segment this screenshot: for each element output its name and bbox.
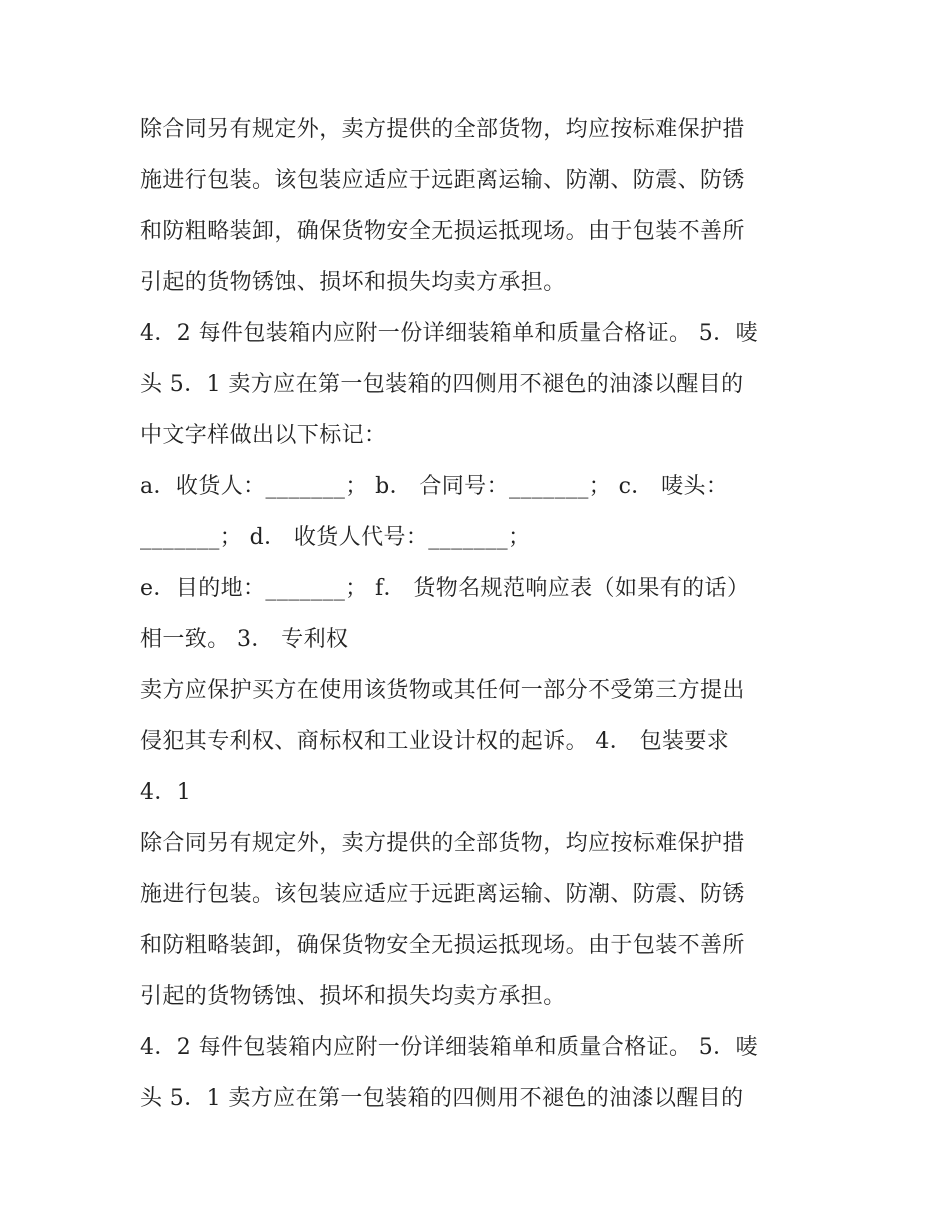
text-line: 和防粗略装卸，确保货物安全无损运抵现场。由于包装不善所 bbox=[140, 933, 745, 958]
text-line: e．目的地：_______； f． 货物名规范响应表（如果有的话） bbox=[140, 576, 750, 601]
text-line: 引起的货物锈蚀、损坏和损失均卖方承担。 bbox=[140, 984, 566, 1009]
text-line: 相一致。 3． 专利权 bbox=[140, 627, 349, 652]
text-line: 头 5．1 卖方应在第一包装箱的四侧用不褪色的油漆以醒目的 bbox=[140, 1086, 744, 1111]
text-line: 侵犯其专利权、商标权和工业设计权的起诉。 4． 包装要求 bbox=[140, 729, 730, 754]
text-line: 4．2 每件包装箱内应附一份详细装箱单和质量合格证。 5．唛 bbox=[140, 1035, 758, 1060]
text-line: 中文字样做出以下标记： bbox=[140, 423, 387, 448]
text-line: 4．2 每件包装箱内应附一份详细装箱单和质量合格证。 5．唛 bbox=[140, 321, 758, 346]
text-line: 除合同另有规定外，卖方提供的全部货物，均应按标难保护措 bbox=[140, 831, 745, 856]
text-line: 4．1 bbox=[140, 780, 192, 805]
text-line: 施进行包装。该包装应适应于远距离运输、防潮、防震、防锈 bbox=[140, 882, 745, 907]
text-line: 施进行包装。该包装应适应于远距离运输、防潮、防震、防锈 bbox=[140, 168, 745, 193]
text-line: 卖方应保护买方在使用该货物或其任何一部分不受第三方提出 bbox=[140, 678, 745, 703]
text-line: 头 5．1 卖方应在第一包装箱的四侧用不褪色的油漆以醒目的 bbox=[140, 372, 744, 397]
text-line: a．收货人：_______； b． 合同号：_______； c． 唛头： bbox=[140, 474, 729, 499]
text-line: 引起的货物锈蚀、损坏和损失均卖方承担。 bbox=[140, 270, 566, 295]
text-line: 和防粗略装卸，确保货物安全无损运抵现场。由于包装不善所 bbox=[140, 219, 745, 244]
text-line: 除合同另有规定外，卖方提供的全部货物，均应按标难保护措 bbox=[140, 117, 745, 142]
text-line: _______； d． 收货人代号：_______； bbox=[140, 525, 531, 550]
document-body bbox=[140, 104, 830, 1124]
